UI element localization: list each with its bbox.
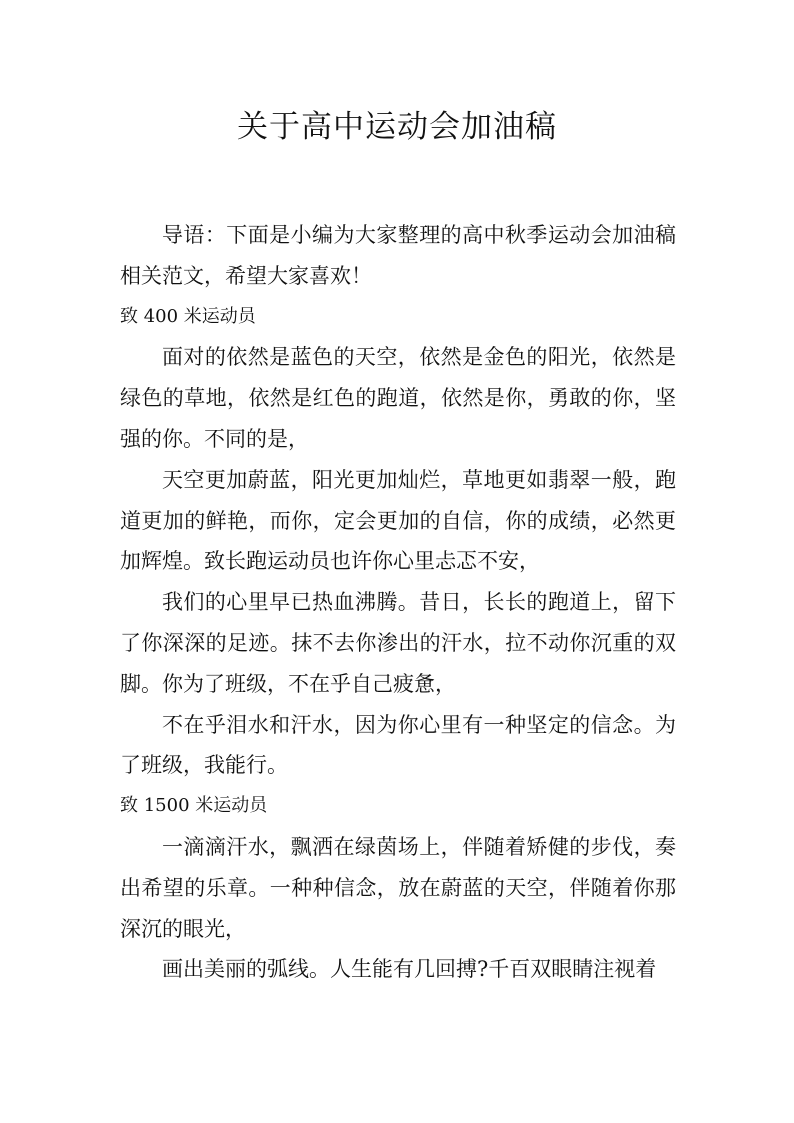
body-paragraph: 我们的心里早已热血沸腾。昔日，长长的跑道上，留下了你深深的足迹。抹不去你渗出的汗水，拉不动你沉重的双脚。你为了班级，不在乎自己疲惫， (120, 590, 676, 696)
section-heading-1500m: 致 1500 米运动员 (120, 795, 268, 817)
body-paragraph: 一滴滴汗水，飘洒在绿茵场上，伴随着矫健的步伐，奏出希望的乐章。一种种信念，放在蔚蓝的天空，伴随着你那深沉的眼光， (120, 834, 676, 941)
body-paragraph: 天空更加蔚蓝，阳光更加灿烂，草地更如翡翠一般，跑道更加的鲜艳，而你，定会更加的自信，你的成绩，必然更加辉煌。致长跑运动员也许你心里忐忑不安， (120, 467, 676, 574)
body-paragraph: 画出美丽的弧线。人生能有几回搏?千百双眼睛注视着 (162, 957, 657, 982)
body-paragraph: 不在乎泪水和汗水，因为你心里有一种坚定的信念。为了班级，我能行。 (120, 712, 676, 778)
document-body (120, 215, 676, 990)
section-heading-400m: 致 400 米运动员 (120, 305, 256, 327)
body-paragraph: 面对的依然是蓝色的天空，依然是金色的阳光，依然是绿色的草地，依然是红色的跑道，依然是你，勇敢的你，坚强的你。不同的是， (120, 345, 676, 451)
document-title: 关于高中运动会加油稿 (237, 109, 557, 145)
intro-paragraph: 导语：下面是小编为大家整理的高中秋季运动会加油稿相关范文，希望大家喜欢！ (120, 223, 676, 288)
